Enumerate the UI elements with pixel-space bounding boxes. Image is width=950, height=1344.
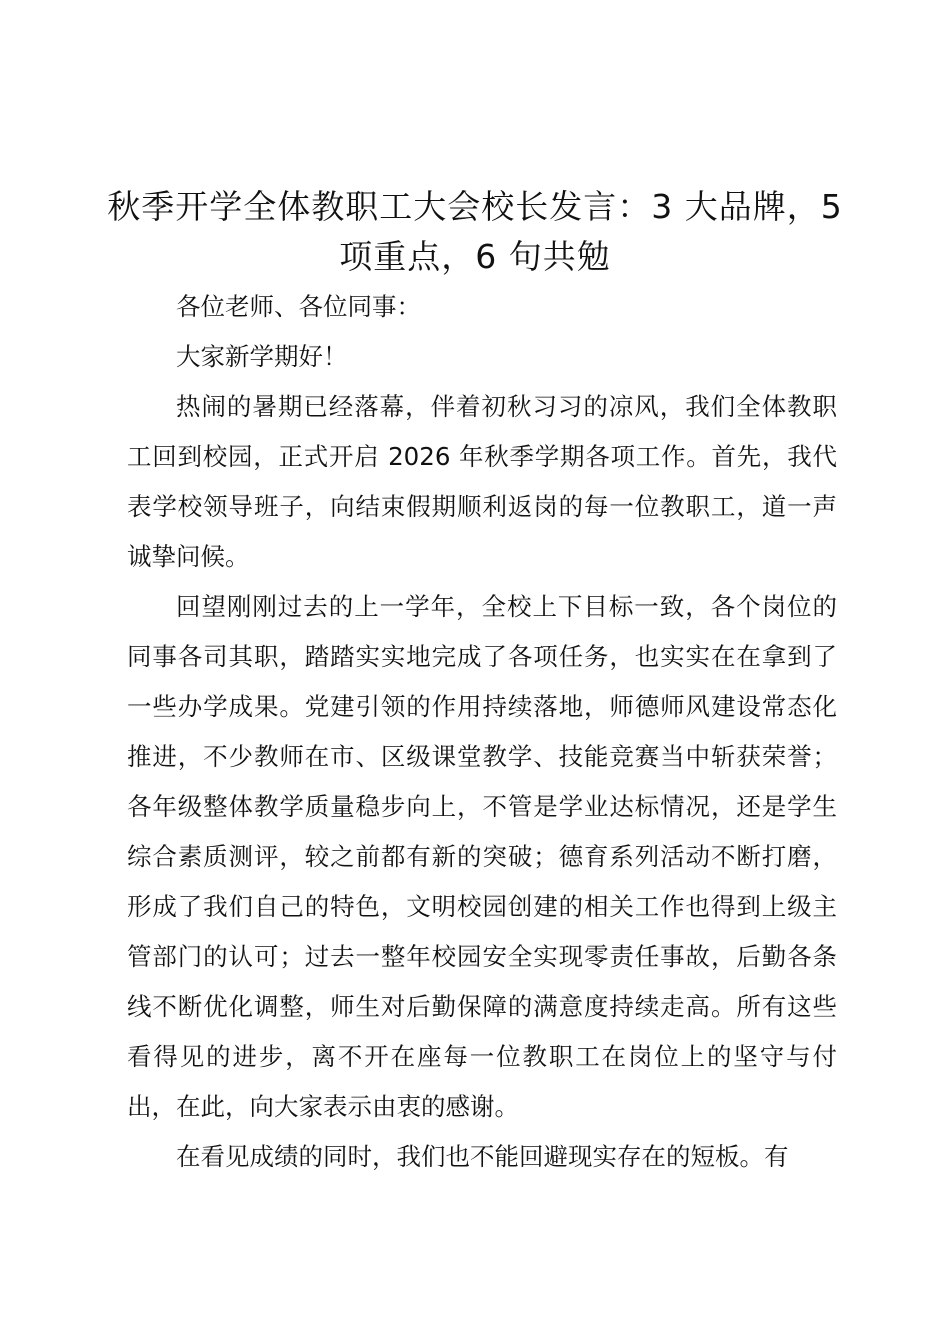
paragraph-opening: 热闹的暑期已经落幕，伴着初秋习习的凉风，我们全体教职工回到校园，正式开启 2026 年秋季学期各项工作。首先，我代表学校领导班子，向结束假期顺利返岗的每一位教职工，道一声诚挚问候。 xyxy=(127,392,837,571)
paragraph-shortcomings: 在看见成绩的同时，我们也不能回避现实存在的短板。有 xyxy=(176,1142,789,1171)
paragraph-greeting: 各位老师、各位同事： xyxy=(176,292,421,321)
paragraph-new-term: 大家新学期好！ xyxy=(176,342,348,371)
document-body xyxy=(127,282,837,1182)
paragraph-review: 回望刚刚过去的上一学年，全校上下目标一致，各个岗位的同事各司其职，踏踏实实地完成了各项任务，也实实在在拿到了一些办学成果。党建引领的作用持续落地，师德师风建设常态化推进，不少教师在市、区级课堂教学、技能竞赛当中斩获荣誉；各年级整体教学质量稳步向上，不管是学业达标情况，还是学生综合素质测评，较之前都有新的突破；德育系列活动不断打磨，形成了我们自己的特色，文明校园创建的相关工作也得到上级主管部门的认可；过去一整年校园安全实现零责任事故，后勤各条线不断优化调整，师生对后勤保障的满意度持续走高。所有这些看得见的进步，离不开在座每一位教职工在岗位上的坚守与付出，在此，向大家表示由衷的感谢。 xyxy=(127,592,837,1121)
document-title: 秋季开学全体教职工大会校长发言：3 大品牌，5 项重点，6 句共勉 xyxy=(107,187,843,276)
